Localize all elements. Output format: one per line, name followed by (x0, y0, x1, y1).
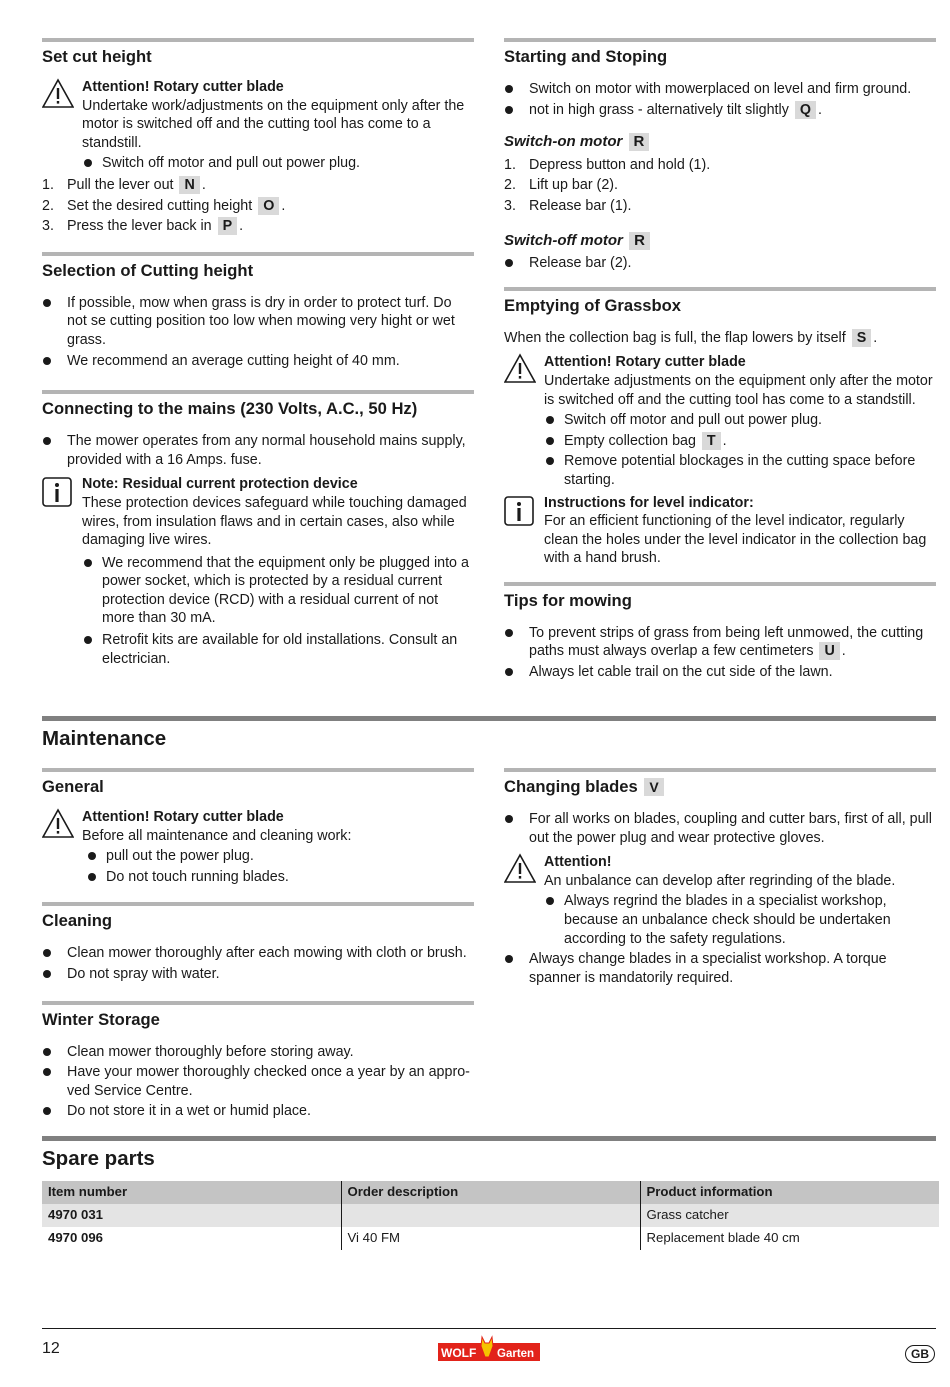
figure-key: Q (795, 101, 816, 119)
subheading-switch-on: Switch-on motor R (504, 133, 936, 152)
warning-note (42, 808, 474, 886)
list-item: Have your mower thoroughly checked once a year by an appro-ved Service Centre. (42, 1063, 474, 1100)
table-cell: 4970 031 (42, 1204, 341, 1227)
section-tips-mowing (504, 582, 936, 682)
logo-text-left: WOLF (441, 1346, 477, 1360)
section-title: General (42, 777, 104, 796)
note-text: These protection devices safeguard while touching damaged wires, from insulation flaws and in certain cases, also while damaging live wires. (82, 494, 467, 549)
section-title: Changing blades V (504, 777, 936, 797)
section-set-cut-height (42, 38, 474, 236)
warning-title: Attention! (544, 854, 612, 871)
table-row (42, 1204, 939, 1227)
warning-text: Undertake work/adjustments on the equipment only after the motor is switched off and the cutting tool has come to a standstill. (82, 97, 465, 151)
list-item: not in high grass - alternatively tilt slightly Q . (504, 101, 936, 120)
list-item: Clean mower thoroughly after each mowing with cloth or brush. (42, 944, 474, 963)
subheading-switch-off: Switch-off motor R (504, 232, 936, 251)
warning-triangle-icon (42, 808, 74, 840)
section-cleaning (42, 902, 474, 983)
list-item: Release bar (2). (504, 254, 936, 273)
section-title: Set cut height (42, 47, 152, 66)
list-item: If possible, mow when grass is dry in order to protect turf. Do not se cutting position too low when mowing very hight or wet grass. (42, 294, 474, 350)
section-title: Cleaning (42, 911, 113, 931)
list-item: Always change blades in a specialist workshop. A torque spanner is mandatorily required. (504, 950, 936, 987)
section-title: Emptying of Grassbox (504, 295, 682, 315)
figure-key: T (702, 432, 721, 450)
section-winter-storage (42, 1001, 474, 1121)
figure-key: S (852, 329, 872, 347)
column-header: Order description (341, 1181, 640, 1204)
list-item: Remove potential blockages in the cutting space before starting. (544, 452, 936, 489)
figure-key: P (218, 217, 238, 235)
info-title: Instructions for level indicator: (544, 494, 754, 511)
page-section-title: Spare parts (42, 1147, 155, 1170)
column-header: Item number (42, 1181, 341, 1204)
list-item: 1. Depress button and hold (1). (504, 156, 711, 173)
warning-triangle-icon (42, 78, 74, 110)
list-item: 3. Press the lever back in P . (42, 218, 244, 235)
info-note (504, 494, 936, 568)
table-row (42, 1227, 939, 1250)
warning-note (504, 853, 936, 948)
warning-text: Undertake adjustments on the equipment only after the motor is switched off and the cutting tool has come to a standstill. (544, 372, 933, 408)
section-starting-stoping (504, 38, 936, 273)
figure-key: N (179, 176, 199, 194)
info-icon (504, 496, 536, 528)
list-item: For all works on blades, coupling and cutter bars, first of all, pull out the power plug and wear protective gloves. (504, 810, 936, 847)
list-item: 3. Release bar (1). (504, 197, 632, 214)
figure-key: R (629, 133, 650, 151)
info-text: For an efficient functioning of the level indicator, regularly clean the holes under the level indicator in the collection bag with a hand brush. (544, 513, 927, 567)
maintenance-left-column (42, 768, 474, 1123)
spare-parts-table (42, 1181, 939, 1250)
spare-parts-heading (42, 1136, 936, 1172)
note-title: Note: Residual current protection device (82, 476, 358, 493)
list-item: 1. Pull the lever out N . (42, 176, 206, 193)
section-emptying-grassbox (504, 287, 936, 568)
section-title: Tips for mowing (504, 590, 632, 610)
list-item: Do not spray with water. (42, 965, 474, 984)
warning-note (504, 353, 936, 489)
warning-text: An unbalance can develop after regrinding of the blade. (544, 872, 896, 889)
warning-title: Attention! Rotary cutter blade (82, 79, 284, 95)
warning-title: Attention! Rotary cutter blade (544, 354, 746, 371)
figure-key: R (629, 232, 650, 250)
page-section-title: Maintenance (42, 727, 167, 750)
section-title: Connecting to the mains (230 Volts, A.C., 50 Hz) (42, 399, 418, 419)
info-note (42, 475, 474, 668)
list-item: Do not touch running blades. (86, 868, 474, 887)
maintenance-right-column (504, 768, 936, 989)
list-item: Switch off motor and pull out power plug. (82, 154, 474, 173)
steps-list (504, 156, 936, 216)
list-item: Always let cable trail on the cut side of the lawn. (504, 663, 936, 682)
steps-list (42, 176, 474, 236)
table-cell: Replacement blade 40 cm (640, 1227, 939, 1250)
list-item: Clean mower thoroughly before storing away. (42, 1043, 474, 1062)
warning-title: Attention! Rotary cutter blade (82, 809, 284, 825)
column-header: Product information (640, 1181, 939, 1204)
list-item: To prevent strips of grass from being left unmowed, the cutting paths must always overlap a few centimeters U . (504, 624, 936, 661)
section-title: Winter Storage (42, 1009, 160, 1029)
maintenance-heading (42, 716, 936, 752)
page-number: 12 (42, 1340, 60, 1357)
language-badge: GB (905, 1345, 935, 1363)
figure-key: U (819, 642, 839, 660)
table-cell: Vi 40 FM (341, 1227, 640, 1250)
warning-text: Before all maintenance and cleaning work: (82, 827, 352, 844)
table-cell (341, 1204, 640, 1227)
table-cell: Grass catcher (640, 1204, 939, 1227)
list-item: 2. Set the desired cutting height O . (42, 197, 286, 214)
right-column-top (504, 38, 936, 684)
list-item: Empty collection bag T . (544, 432, 936, 451)
list-item: We recommend an average cutting height of 40 mm. (42, 352, 474, 371)
figure-key: O (258, 197, 279, 215)
paragraph: When the collection bag is full, the flap lowers by itself S . (504, 329, 878, 346)
info-icon (42, 477, 74, 509)
section-selection-cutting-height (42, 252, 474, 370)
list-item: Retrofit kits are available for old installations. Consult an electrician. (82, 631, 474, 668)
table-header-row (42, 1181, 939, 1204)
list-item: Switch off motor and pull out power plug. (544, 411, 936, 430)
left-column-top (42, 38, 474, 670)
footer-rule (42, 1328, 936, 1329)
list-item: The mower operates from any normal household mains supply, provided with a 16 Amps. fuse. (42, 432, 474, 469)
figure-key: V (644, 778, 663, 796)
section-title: Selection of Cutting height (42, 260, 254, 280)
section-title: Starting and Stoping (504, 47, 668, 66)
warning-triangle-icon (504, 853, 536, 885)
list-item: Switch on motor with mowerplaced on level and firm ground. (504, 80, 936, 99)
logo-text-right: Garten (497, 1348, 535, 1360)
section-changing-blades (504, 768, 936, 987)
wolf-garten-logo (438, 1333, 540, 1363)
list-item: Do not store it in a wet or humid place. (42, 1102, 474, 1121)
list-item: We recommend that the equipment only be plugged into a power socket, which is protected by a residual current protection device (RCD) with a residual current of not more than 30 mA. (82, 554, 474, 628)
section-connecting-mains (42, 390, 474, 668)
list-item: Always regrind the blades in a specialist workshop, because an unbalance check should be undertaken according to the safety regulations. (544, 892, 936, 948)
section-general (42, 768, 474, 886)
list-item: 2. Lift up bar (2). (504, 177, 618, 194)
table-cell: 4970 096 (48, 1230, 104, 1246)
list-item: pull out the power plug. (86, 847, 474, 866)
warning-note (42, 78, 474, 173)
warning-triangle-icon (504, 353, 536, 385)
